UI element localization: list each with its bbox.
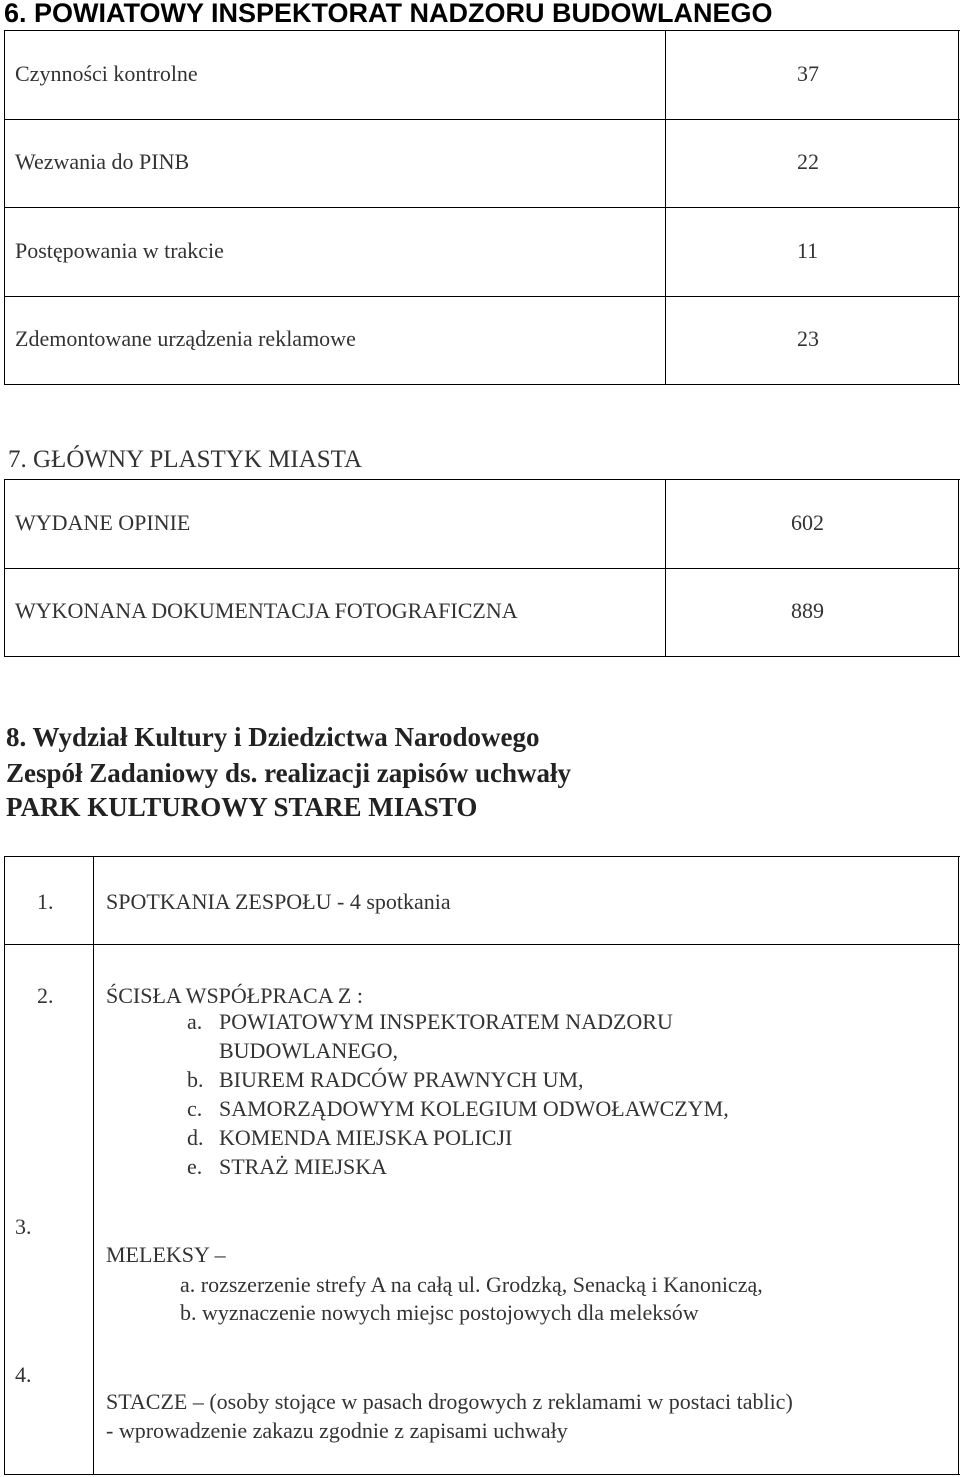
list-item: BUDOWLANEGO, xyxy=(219,1038,399,1063)
table-row-label: Czynności kontrolne xyxy=(15,61,198,86)
item-text-line-1: STACZE – (osoby stojące w pasach drogowych z reklamami w postaci tablic) xyxy=(106,1389,793,1414)
section-7-heading: 7. GŁÓWNY PLASTYK MIASTA xyxy=(8,446,363,473)
item-title: ŚCISŁA WSPÓŁPRACA Z : xyxy=(106,983,363,1008)
list-item: b. wyznaczenie nowych miejsc postojowych dla meleksów xyxy=(180,1300,699,1325)
table-row-value: 602 xyxy=(791,510,824,535)
list-item-marker: d. xyxy=(187,1125,204,1150)
table-row-value: 23 xyxy=(797,326,819,351)
list-item: SAMORZĄDOWYM KOLEGIUM ODWOŁAWCZYM, xyxy=(219,1096,729,1121)
section-8-heading-line-3: PARK KULTUROWY STARE MIASTO xyxy=(6,792,478,822)
table-row-label: Wezwania do PINB xyxy=(15,149,190,174)
table-row-label: Zdemontowane urządzenia reklamowe xyxy=(15,326,356,351)
table-row-value: 22 xyxy=(797,149,819,174)
list-item-marker: a. xyxy=(187,1009,203,1034)
item-title: MELEKSY – xyxy=(106,1242,226,1267)
list-item: a. rozszerzenie strefy A na całą ul. Grodzką, Senacką i Kanoniczą, xyxy=(180,1272,763,1297)
section-8-heading-line-1: 8. Wydział Kultury i Dziedzictwa Narodowego xyxy=(6,722,540,752)
list-item: KOMENDA MIEJSKA POLICJI xyxy=(219,1125,513,1150)
table-row-value: 11 xyxy=(797,238,819,263)
list-item: POWIATOWYM INSPEKTORATEM NADZORU xyxy=(219,1009,673,1034)
table-row-label: Postępowania w trakcie xyxy=(15,238,224,263)
table-row-value: 37 xyxy=(797,61,819,86)
section-6-heading: 6. POWIATOWY INSPEKTORAT NADZORU BUDOWLANEGO xyxy=(4,0,773,28)
list-item-marker: b. xyxy=(187,1067,204,1092)
list-item-marker: e. xyxy=(187,1154,203,1179)
list-item-marker: c. xyxy=(187,1096,203,1121)
table-row-value: 889 xyxy=(791,598,824,623)
item-number: 3. xyxy=(15,1214,32,1239)
item-number: 1. xyxy=(37,889,54,914)
list-item: STRAŻ MIEJSKA xyxy=(219,1154,388,1179)
item-text: SPOTKANIA ZESPOŁU - 4 spotkania xyxy=(106,889,451,914)
table-row-label: WYDANE OPINIE xyxy=(15,510,191,535)
table-row-label: WYKONANA DOKUMENTACJA FOTOGRAFICZNA xyxy=(15,598,518,623)
section-8-heading-line-2: Zespół Zadaniowy ds. realizacji zapisów uchwały xyxy=(6,758,572,788)
item-text-line-2: - wprowadzenie zakazu zgodnie z zapisami uchwały xyxy=(106,1418,568,1443)
item-number: 4. xyxy=(15,1362,32,1387)
list-item: BIUREM RADCÓW PRAWNYCH UM, xyxy=(219,1067,584,1092)
item-number: 2. xyxy=(37,983,54,1008)
